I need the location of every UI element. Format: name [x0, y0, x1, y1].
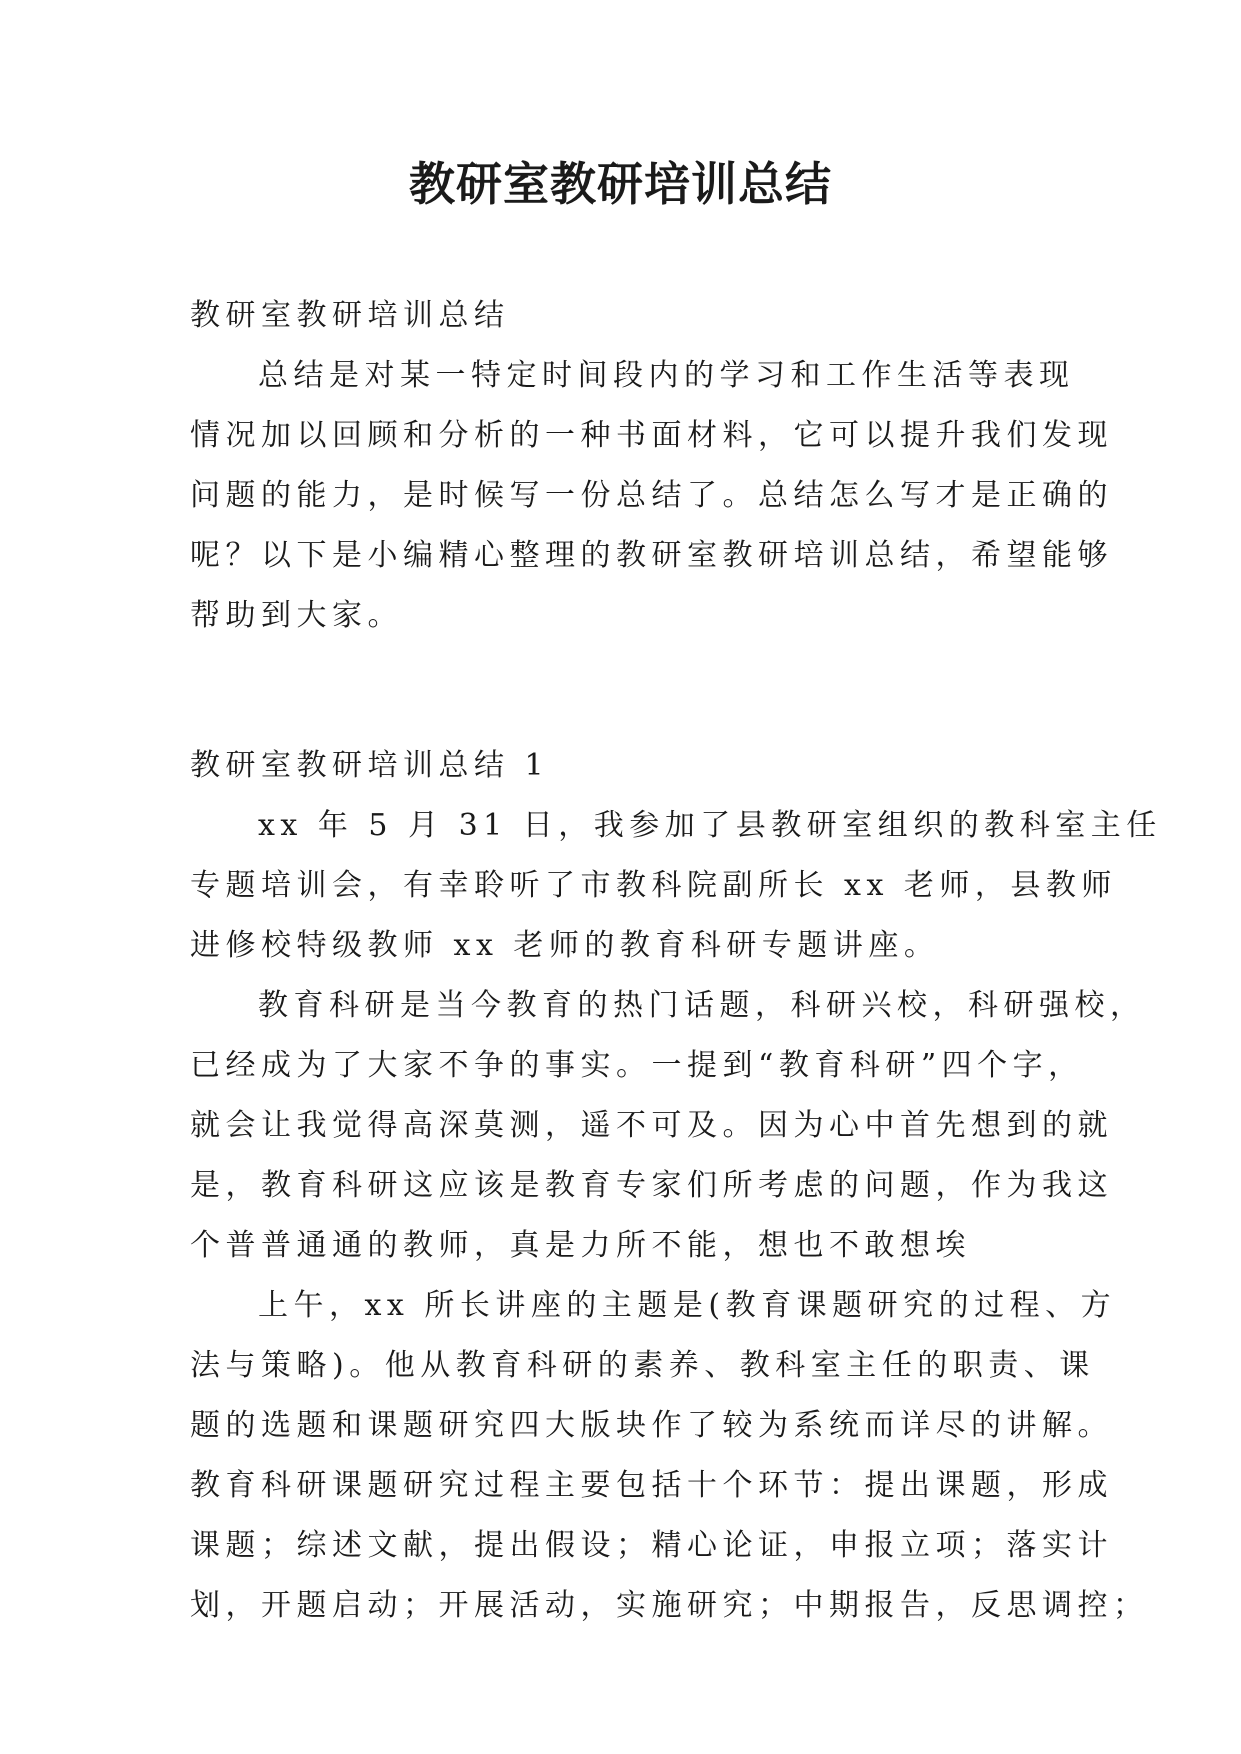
- paragraph-line: xx 年 5 月 31 日，我参加了县教研室组织的教科室主任: [258, 808, 1162, 843]
- paragraph-line: 教育科研是当今教育的热门话题，科研兴校，科研强校，: [258, 988, 1146, 1023]
- paragraph-line: 专题培训会，有幸聆听了市教科院副所长 xx 老师，县教师: [190, 868, 1117, 903]
- paragraph-line: 已经成为了大家不争的事实。一提到“教育科研”四个字，: [190, 1048, 1084, 1083]
- paragraph-line: 法与策略)。他从教育科研的素养、教科室主任的职责、课: [190, 1348, 1095, 1383]
- paragraph-line: 进修校特级教师 xx 老师的教育科研专题讲座。: [190, 928, 940, 963]
- section-spacer: [190, 646, 1055, 736]
- paragraph-line: 问题的能力，是时候写一份总结了。总结怎么写才是正确的: [190, 478, 1113, 513]
- section-heading: 教研室教研培训总结: [190, 298, 510, 333]
- paragraph-line: 呢？以下是小编精心整理的教研室教研培训总结，希望能够: [190, 538, 1113, 573]
- paragraph-line: 个普普通通的教师，真是力所不能，想也不敢想埃: [190, 1228, 971, 1263]
- paragraph-line: 帮助到大家。: [190, 598, 403, 633]
- document-title: 教研室教研培训总结: [409, 157, 832, 211]
- paragraph-line: 课题；综述文献，提出假设；精心论证，申报立项；落实计: [190, 1528, 1113, 1563]
- paragraph-line: 是，教育科研这应该是教育专家们所考虑的问题，作为我这: [190, 1168, 1113, 1203]
- paragraph-line: 题的选题和课题研究四大版块作了较为系统而详尽的讲解。: [190, 1408, 1113, 1443]
- paragraph-line: 就会让我觉得高深莫测，遥不可及。因为心中首先想到的就: [190, 1108, 1113, 1143]
- document-body: [190, 286, 1162, 1636]
- paragraph-line: 上午，xx 所长讲座的主题是(教育课题研究的过程、方: [258, 1288, 1117, 1323]
- paragraph-line: 教育科研课题研究过程主要包括十个环节：提出课题，形成: [190, 1468, 1113, 1503]
- section-heading: 教研室教研培训总结 1: [190, 748, 550, 783]
- paragraph-line: 总结是对某一特定时间段内的学习和工作生活等表现: [258, 358, 1075, 393]
- paragraph-line: 划，开题启动；开展活动，实施研究；中期报告，反思调控；: [190, 1588, 1149, 1623]
- paragraph-line: 情况加以回顾和分析的一种书面材料，它可以提升我们发现: [190, 418, 1113, 453]
